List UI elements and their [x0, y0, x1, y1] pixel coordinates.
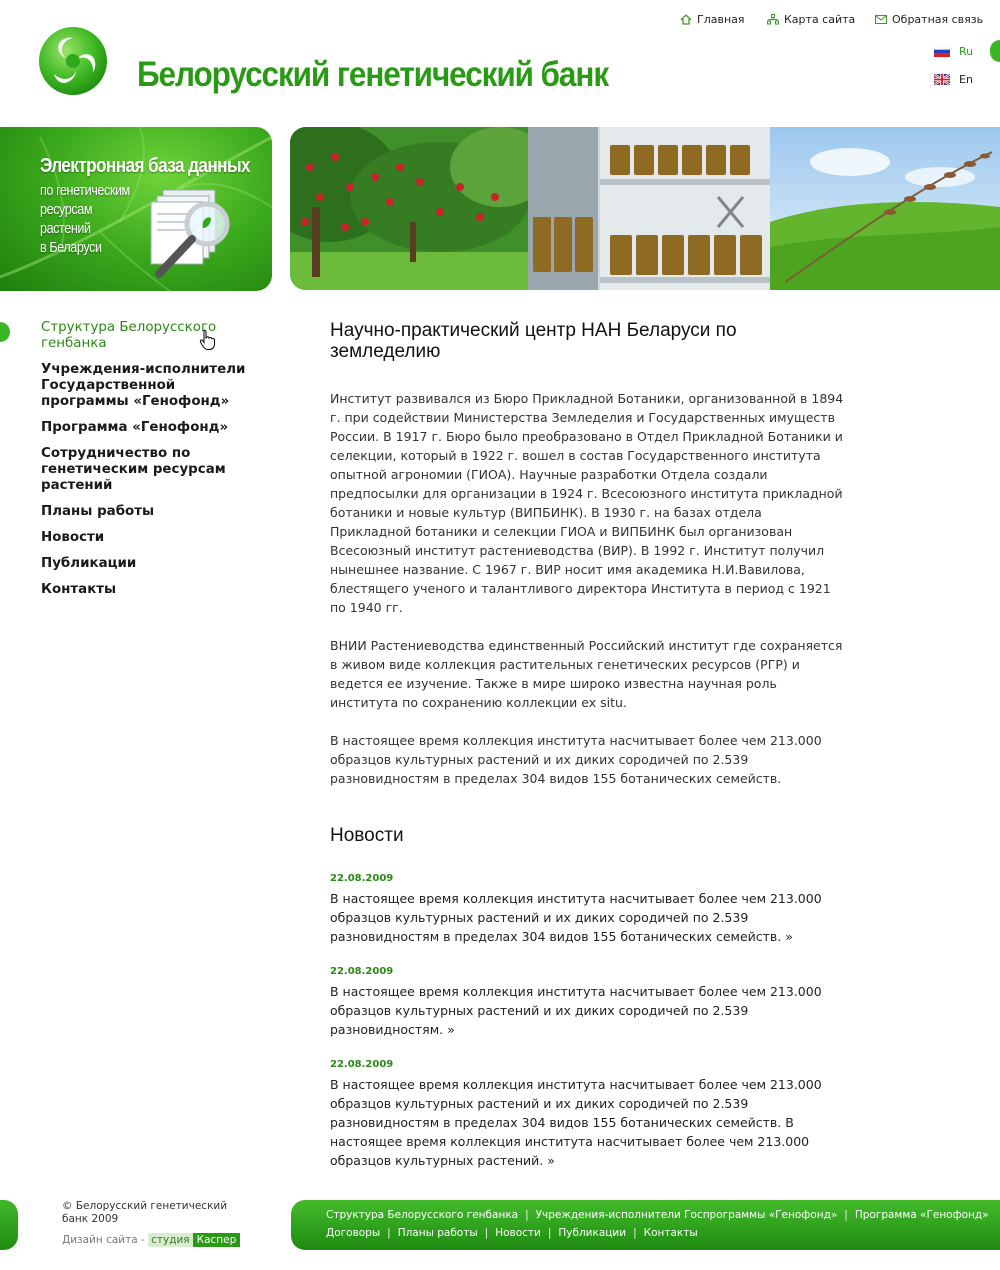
- footer-separator: |: [547, 1227, 552, 1239]
- grass-field-photo: [770, 127, 1000, 290]
- mail-icon: [875, 15, 887, 24]
- banner-line-5: в Беларуси: [40, 239, 102, 256]
- active-marker-dot: [0, 322, 10, 342]
- footer-separator: |: [844, 1209, 848, 1221]
- site-title[interactable]: Белорусский генетический банк: [137, 55, 609, 94]
- news-item[interactable]: [330, 873, 845, 946]
- topnav-sitemap-link[interactable]: [767, 13, 855, 26]
- page-title: Научно-практический центр НАН Беларуси по земледелию: [330, 320, 737, 362]
- sidebar-item-publications[interactable]: Публикации: [41, 556, 137, 571]
- footer-separator: |: [484, 1227, 489, 1239]
- studio-label-link[interactable]: студия: [148, 1233, 193, 1247]
- footer-link-contracts[interactable]: Договоры: [326, 1227, 381, 1239]
- footer-link-structure[interactable]: Структура Белорусского генбанка: [326, 1209, 519, 1221]
- topnav-feedback-link[interactable]: [875, 13, 983, 26]
- database-banner[interactable]: [0, 127, 272, 291]
- design-credit-label: Дизайн сайта -: [62, 1234, 145, 1246]
- topnav-home-label: Главная: [697, 13, 745, 26]
- footer-link-contacts[interactable]: Контакты: [643, 1227, 698, 1239]
- sitemap-icon: [767, 14, 779, 25]
- uk-flag-icon: [934, 74, 950, 85]
- footer-link-plans[interactable]: Планы работы: [397, 1227, 478, 1239]
- article-paragraph-2: ВНИИ Растениеводства единственный Российский институт где сохраняется в живом виде коллекция растительных генетических ресурсов (РГР) и ведется ее изучение. Также в мире широко известна научная роль института по сохранению коллекции ex situ.: [330, 638, 843, 710]
- decorative-dot: [990, 40, 1000, 62]
- news-item[interactable]: [330, 1059, 845, 1170]
- banner-line-1: Электронная база данных: [40, 155, 251, 177]
- copyright-text: © Белорусский генетический банк 2009: [62, 1200, 228, 1225]
- article-paragraph-1: Институт развивался из Бюро Прикладной Ботаники, организованной в 1894 г. при содействии Министерства Земледелия и Государственных имуществ России. В 1917 г. Бюро было преобразовано в Отдел Прикладной Ботаники и селекции, который в 1922 г. вошел в состав Государственного института опытной агрономии (ГИОА). Научные разработки Отдела создали предпосылки для организации в 1924 г. Всесоюзного института прикладной ботаники и новые культур (ВИПБИНК). В 1930 г. на базах отдела Прикладной ботаники и селекции ГИОА и ВИПБИНК был организован Всесоюзный институт растениеводства (ВИР). В 1992 г. Институт получил нынешнее название. С 1967 г. ВИР носит имя академика Н.И.Вавилова, блестящего ученого и талантливого директора Института в период с 1921 по 1940 гг.: [330, 391, 844, 615]
- main-content: [330, 320, 845, 1170]
- sidebar-navigation: [41, 320, 256, 608]
- seed-storage-photo: [528, 127, 770, 290]
- news-text[interactable]: В настоящее время коллекция института насчитывает более чем 213.000 образцов культурных растений и их диких сородичей по 2.539 разновидностям. »: [330, 984, 822, 1037]
- lang-ru-label: Ru: [959, 45, 974, 58]
- footer-link-institutions[interactable]: Учреждения-исполнители Госпрограммы «Генофонд»: [535, 1209, 838, 1221]
- sidebar-item-contacts[interactable]: Контакты: [41, 582, 117, 597]
- footer-link-news[interactable]: Новости: [495, 1227, 541, 1239]
- news-date: 22.08.2009: [330, 966, 394, 977]
- news-heading: Новости: [330, 825, 404, 846]
- sidebar-item-plans[interactable]: Планы работы: [41, 504, 155, 519]
- topnav-sitemap-label: Карта сайта: [784, 13, 856, 26]
- news-date: 22.08.2009: [330, 873, 394, 884]
- footer-decorative-tab: [0, 1200, 18, 1250]
- footer-separator: |: [525, 1209, 529, 1221]
- home-icon: [680, 14, 692, 25]
- banner-line-3: ресурсам: [40, 201, 93, 218]
- news-text[interactable]: В настоящее время коллекция института насчитывает более чем 213.000 образцов культурных растений и их диких сородичей по 2.539 разновидностям в пределах 304 видов 155 ботанических семейств. »: [330, 891, 822, 944]
- studio-name-link[interactable]: Каспер: [193, 1233, 241, 1247]
- news-text[interactable]: В настоящее время коллекция института насчитывает более чем 213.000 образцов культурных растений и их диких сородичей по 2.539 разновидностям в пределах 304 видов 155 ботанических семейств. В настоящее время коллекция института насчитывает более чем 213.000 образцов культурных растений. »: [330, 1077, 822, 1168]
- sidebar-item-program[interactable]: Программа «Генофонд»: [41, 420, 229, 435]
- sidebar-item-news[interactable]: Новости: [41, 530, 105, 545]
- banner-line-2: по генетическим: [40, 182, 130, 199]
- apple-orchard-photo: [290, 127, 528, 290]
- footer-link-program[interactable]: Программа «Генофонд»: [854, 1209, 989, 1221]
- genebank-logo-icon[interactable]: [38, 26, 108, 96]
- topnav-feedback-label: Обратная связь: [892, 13, 984, 26]
- design-credit: [62, 1234, 240, 1246]
- russia-flag-icon: [934, 46, 950, 57]
- news-item[interactable]: [330, 966, 845, 1039]
- lang-en-label: En: [959, 73, 973, 86]
- article-paragraph-3: В настоящее время коллекция института насчитывает более чем 213.000 образцов культурных растений и их диких сородичей по 2.539 разновидностям в пределах 304 видов 155 ботанических семейств.: [330, 733, 822, 786]
- footer-separator: |: [633, 1227, 637, 1239]
- sidebar-item-structure[interactable]: Структура Белорусского генбанка: [41, 320, 217, 351]
- footer-links-row-1: [326, 1209, 989, 1221]
- news-date: 22.08.2009: [330, 1059, 394, 1070]
- sidebar-item-cooperation[interactable]: Сотрудничество по генетическим ресурсам растений: [41, 446, 226, 493]
- topnav-home-link[interactable]: [680, 13, 745, 26]
- lang-ru-link[interactable]: [934, 45, 973, 58]
- footer-separator: |: [387, 1227, 391, 1239]
- lang-en-link[interactable]: [934, 73, 973, 86]
- banner-line-4: растений: [40, 220, 91, 237]
- banner-photos: [290, 127, 1000, 290]
- hand-cursor-icon: [199, 329, 217, 351]
- footer-bar: [291, 1200, 1000, 1250]
- magnifier-documents-icon: [145, 182, 245, 282]
- footer-links-row-2: [326, 1227, 698, 1239]
- footer-link-publications[interactable]: Публикации: [558, 1227, 627, 1239]
- sidebar-item-institutions[interactable]: Учреждения-исполнители Государственной программы «Генофонд»: [41, 362, 246, 409]
